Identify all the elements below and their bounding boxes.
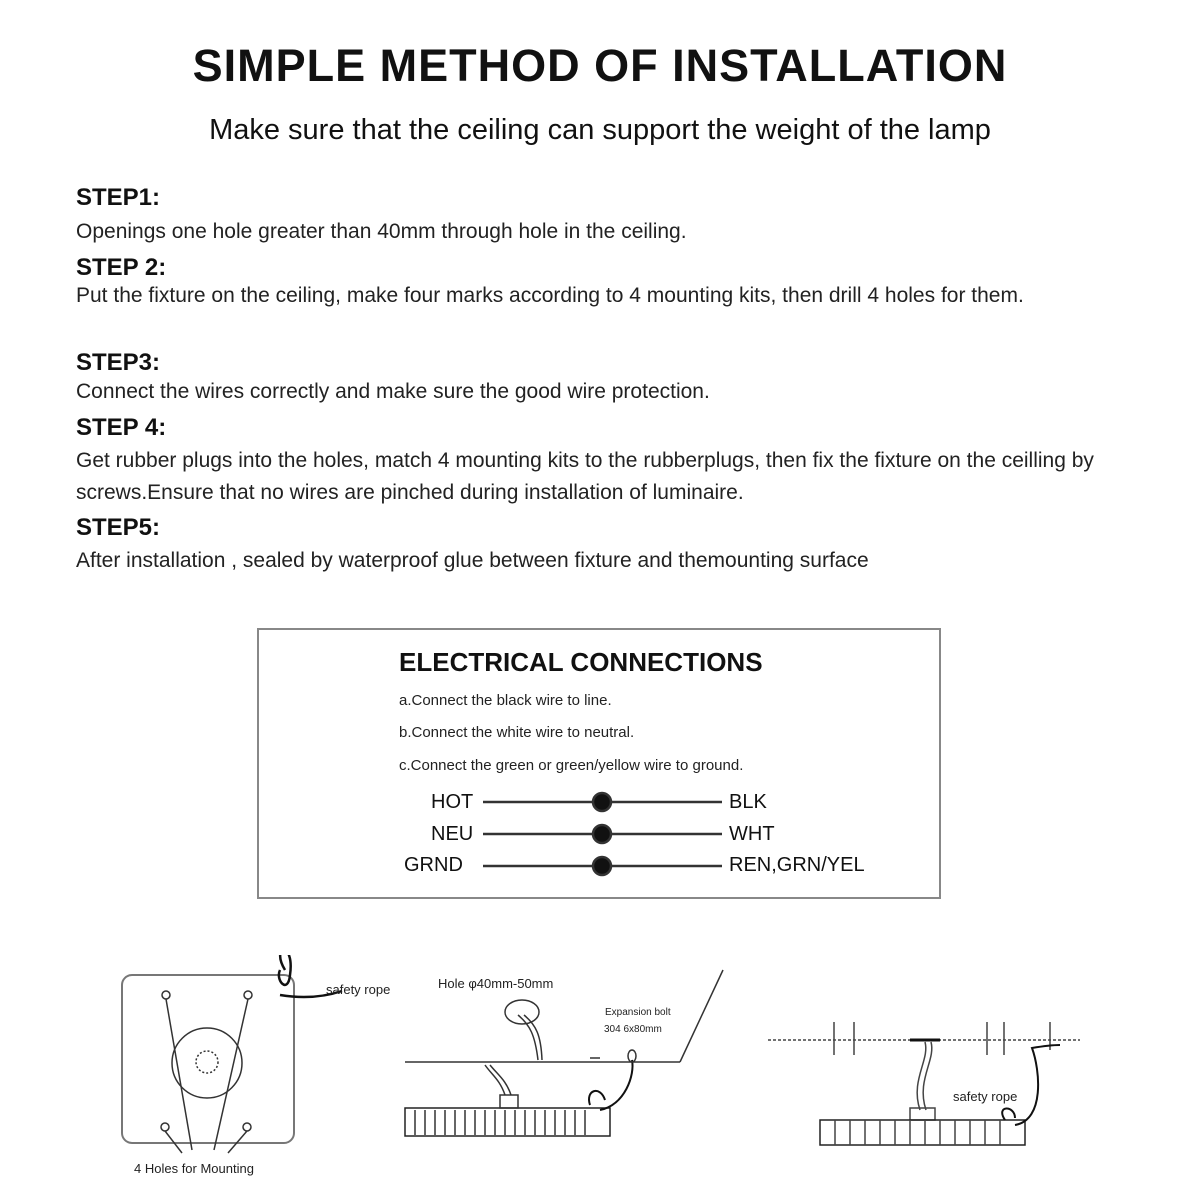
- electrical-note-b: b.Connect the white wire to neutral.: [399, 724, 635, 741]
- holes-for-mounting-label: 4 Holes for Mounting: [134, 1161, 254, 1176]
- step-5-heading: STEP5:: [76, 514, 161, 541]
- wire-grnd-label: GRND: [404, 854, 463, 876]
- bolt-spec-label: 304 6x80mm: [604, 1024, 662, 1035]
- page-title: SIMPLE METHOD OF INSTALLATION: [192, 40, 1008, 91]
- electrical-note-c: c.Connect the green or green/yellow wire to ground.: [399, 757, 744, 774]
- safety-rope-label-1: safety rope: [326, 982, 391, 997]
- step-1-heading: STEP1:: [76, 184, 161, 211]
- wire-wht-label: WHT: [729, 823, 775, 845]
- step-2-body: Put the fixture on the ceiling, make four marks according to 4 mounting kits, then drill 4 holes for them.: [76, 284, 1024, 307]
- step-1-body: Openings one hole greater than 40mm through hole in the ceiling.: [76, 220, 687, 243]
- wire-hot-label: HOT: [431, 791, 474, 813]
- step-5-body: After installation , sealed by waterproof glue between fixture and themounting surface: [76, 549, 869, 572]
- step-3-body: Connect the wires correctly and make sure the good wire protection.: [76, 380, 710, 403]
- electrical-title: ELECTRICAL CONNECTIONS: [399, 647, 763, 677]
- wire-ren-label: REN,GRN/YEL: [729, 854, 865, 876]
- step-4-body: Get rubber plugs into the holes, match 4 mounting kits to the rubberplugs, then fix the fixture on the ceilling by screws.Ensure that no wires are pinched during installation of luminaire.: [76, 449, 1094, 504]
- hole-size-label: Hole φ40mm-50mm: [438, 976, 554, 991]
- step-4-heading: STEP 4:: [76, 414, 167, 441]
- page-subtitle: Make sure that the ceiling can support the weight of the lamp: [209, 114, 991, 146]
- wire-blk-label: BLK: [729, 791, 767, 813]
- safety-rope-label-2: safety rope: [953, 1089, 1018, 1104]
- installed-fixture-diagram: [760, 1000, 1100, 1190]
- electrical-note-a: a.Connect the black wire to line.: [399, 692, 612, 709]
- expansion-bolt-label: Expansion bolt: [605, 1007, 671, 1018]
- ceiling-hole-diagram: [400, 965, 730, 1185]
- step-3-heading: STEP3:: [76, 349, 161, 376]
- wire-neu-label: NEU: [431, 823, 474, 845]
- step-2-heading: STEP 2:: [76, 254, 167, 281]
